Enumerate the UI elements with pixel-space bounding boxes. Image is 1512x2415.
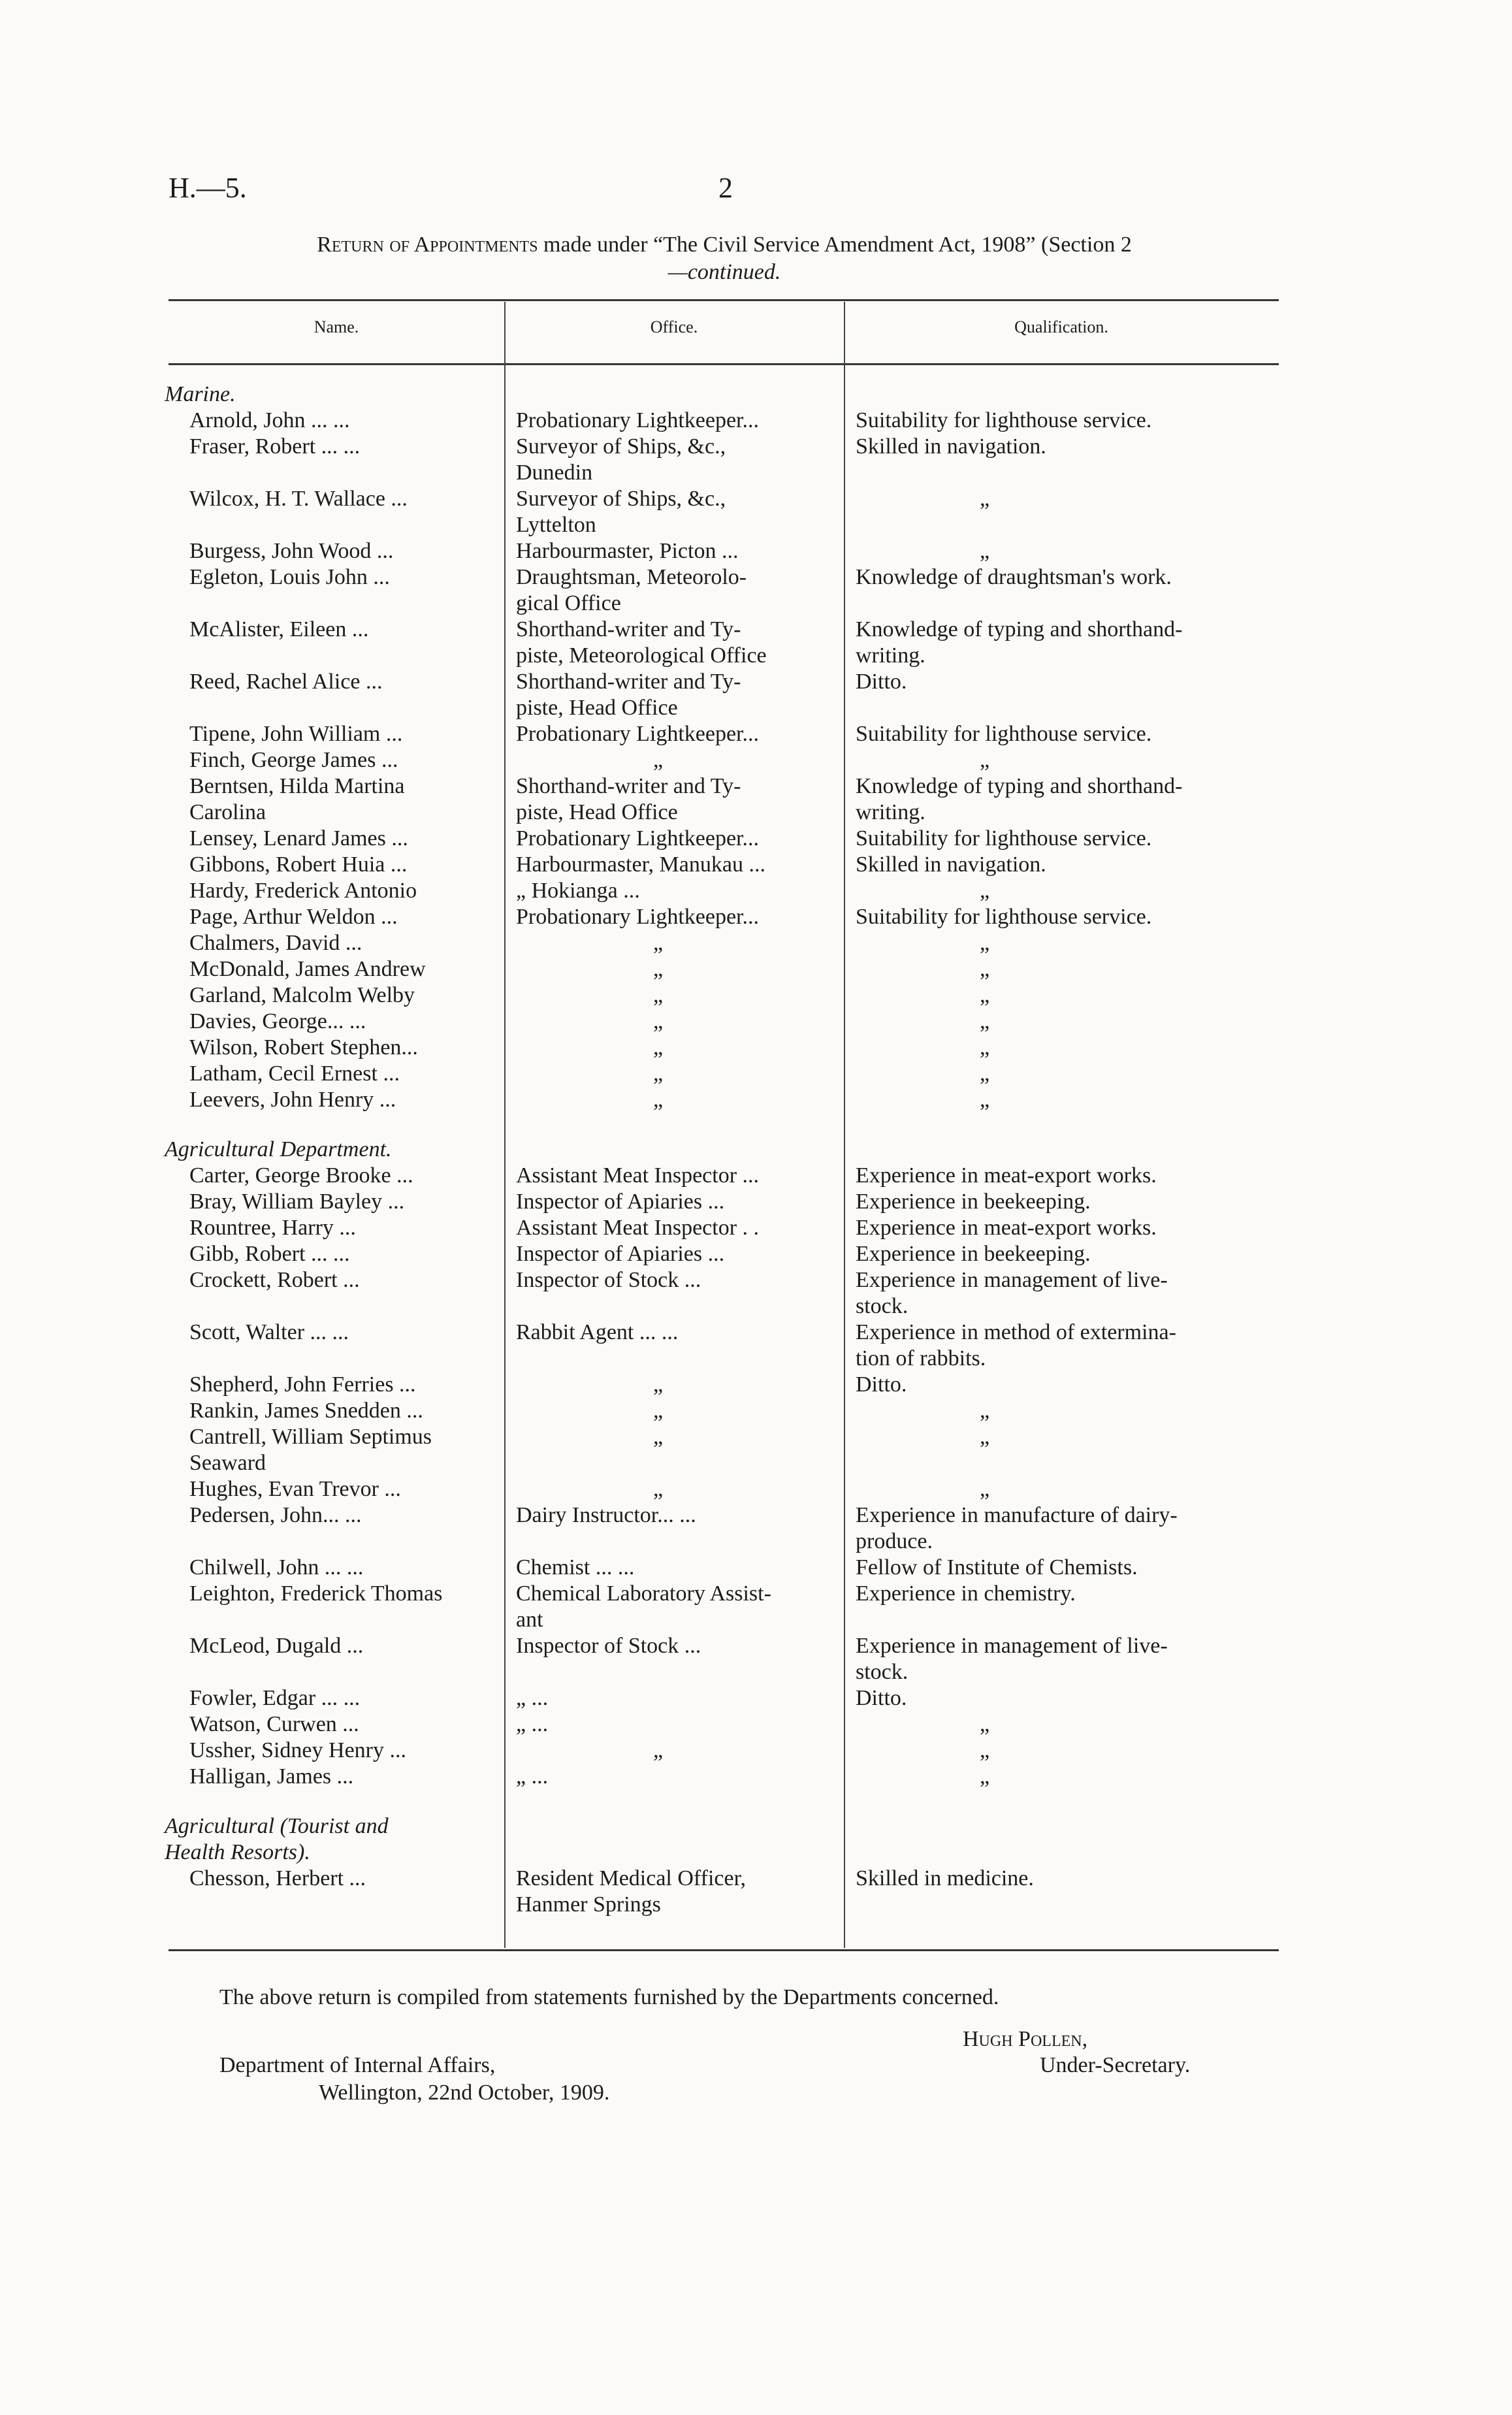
appointee-name: Hardy, Frederick Antonio bbox=[189, 879, 417, 903]
appointee-name: Pedersen, John... ... bbox=[189, 1503, 362, 1527]
appointee-name: Shepherd, John Ferries ... bbox=[189, 1372, 416, 1397]
caption-text: made under “The Civil Service Amendment Act, 1908” (Section 2 bbox=[543, 233, 1132, 257]
qualification: writing. bbox=[856, 800, 925, 824]
office-title: „ ... bbox=[516, 1764, 549, 1789]
qualification: „ bbox=[980, 957, 990, 981]
appointee-name: Fowler, Edgar ... ... bbox=[189, 1686, 361, 1710]
office-title: gical Office bbox=[516, 591, 621, 615]
office-title: „ bbox=[653, 957, 664, 981]
department-name: Department of Internal Affairs, bbox=[219, 2053, 496, 2077]
qualification: „ bbox=[980, 1399, 990, 1423]
qualification: Knowledge of typing and shorthand- bbox=[856, 617, 1183, 641]
office-title: Assistant Meat Inspector . . bbox=[516, 1216, 760, 1240]
appointee-name: Lensey, Lenard James ... bbox=[189, 826, 408, 851]
appointee-name: Bray, William Bayley ... bbox=[189, 1190, 405, 1214]
appointee-name: Halligan, James ... bbox=[189, 1764, 354, 1789]
qualification: Fellow of Institute of Chemists. bbox=[856, 1555, 1138, 1580]
section-heading: Marine. bbox=[165, 382, 236, 406]
office-title: Inspector of Stock ... bbox=[516, 1634, 701, 1658]
appointee-name: Arnold, John ... ... bbox=[189, 408, 350, 432]
qualification: Experience in meat-export works. bbox=[856, 1216, 1157, 1240]
office-title: Hanmer Springs bbox=[516, 1892, 661, 1917]
office-title: piste, Head Office bbox=[516, 800, 678, 824]
appointee-name: Gibbons, Robert Huia ... bbox=[189, 852, 408, 877]
office-title: „ bbox=[653, 1009, 664, 1033]
office-title: piste, Meteorological Office bbox=[516, 643, 767, 668]
office-title: „ bbox=[653, 1738, 664, 1762]
appointee-name: Egleton, Louis John ... bbox=[189, 565, 390, 589]
appointee-name: Garland, Malcolm Welby bbox=[189, 983, 415, 1007]
qualification: Suitability for lighthouse service. bbox=[856, 722, 1152, 746]
office-title: Inspector of Apiaries ... bbox=[516, 1190, 725, 1214]
appointee-name: Latham, Cecil Ernest ... bbox=[189, 1062, 400, 1086]
qualification: Experience in beekeeping. bbox=[856, 1190, 1091, 1214]
qualification: produce. bbox=[856, 1529, 933, 1553]
qualification: „ bbox=[980, 1764, 990, 1789]
office-title: Chemist ... ... bbox=[516, 1555, 635, 1580]
section-heading-continued: Health Resorts). bbox=[165, 1840, 310, 1864]
office-title: „ ... bbox=[516, 1712, 549, 1736]
appointee-name: Rankin, James Snedden ... bbox=[189, 1399, 423, 1423]
qualification: „ bbox=[980, 1712, 990, 1736]
appointee-name: Wilcox, H. T. Wallace ... bbox=[189, 487, 408, 511]
appointee-name: Page, Arthur Weldon ... bbox=[189, 905, 398, 929]
office-title: Inspector of Apiaries ... bbox=[516, 1242, 725, 1266]
appointee-name: Fraser, Robert ... ... bbox=[189, 434, 361, 459]
qualification: „ bbox=[980, 1477, 990, 1501]
qualification: Skilled in navigation. bbox=[856, 434, 1046, 459]
qualification: Experience in management of live- bbox=[856, 1634, 1168, 1658]
appointee-name: Leevers, John Henry ... bbox=[189, 1088, 396, 1112]
office-title: Inspector of Stock ... bbox=[516, 1268, 701, 1292]
office-title: „ bbox=[653, 983, 664, 1007]
office-title: „ bbox=[653, 1425, 664, 1449]
appointee-name: Hughes, Evan Trevor ... bbox=[189, 1477, 401, 1501]
appointee-name: McDonald, James Andrew bbox=[189, 957, 426, 981]
page-number: 2 bbox=[718, 172, 733, 204]
qualification: „ bbox=[980, 748, 990, 772]
appointee-name: Wilson, Robert Stephen... bbox=[189, 1035, 418, 1060]
qualification: Knowledge of draughtsman's work. bbox=[856, 565, 1172, 589]
qualification: Suitability for lighthouse service. bbox=[856, 826, 1152, 851]
qualification: „ bbox=[980, 1088, 990, 1112]
office-title: Probationary Lightkeeper... bbox=[516, 905, 760, 929]
appointee-name: Finch, George James ... bbox=[189, 748, 398, 772]
qualification: stock. bbox=[856, 1660, 909, 1684]
qualification: Suitability for lighthouse service. bbox=[856, 408, 1152, 432]
office-title: „ bbox=[653, 1088, 664, 1112]
appointee-name: Tipene, John William ... bbox=[189, 722, 403, 746]
appointee-name: Gibb, Robert ... ... bbox=[189, 1242, 350, 1266]
appointee-name: Crockett, Robert ... bbox=[189, 1268, 360, 1292]
office-title: Harbourmaster, Manukau ... bbox=[516, 852, 765, 877]
appointee-name: Burgess, John Wood ... bbox=[189, 539, 394, 563]
office-title: „ bbox=[653, 1062, 664, 1086]
office-title: Probationary Lightkeeper... bbox=[516, 408, 760, 432]
office-title: „ bbox=[653, 931, 664, 955]
qualification: „ bbox=[980, 539, 990, 563]
office-title: „ bbox=[653, 1477, 664, 1501]
qualification: Experience in management of live- bbox=[856, 1268, 1168, 1292]
office-title: „ bbox=[653, 1035, 664, 1060]
office-title: Assistant Meat Inspector ... bbox=[516, 1163, 760, 1188]
column-header-office: Office. bbox=[650, 317, 698, 336]
office-title: Draughtsman, Meteorolo- bbox=[516, 565, 747, 589]
office-title: „ ... bbox=[516, 1686, 549, 1710]
office-title: Lyttelton bbox=[516, 513, 596, 537]
appointee-name: Chilwell, John ... ... bbox=[189, 1555, 364, 1580]
signer-title: Under-Secretary. bbox=[1040, 2053, 1191, 2077]
qualification: Ditto. bbox=[856, 670, 907, 694]
qualification: „ bbox=[980, 983, 990, 1007]
appointee-name: Ussher, Sidney Henry ... bbox=[189, 1738, 406, 1762]
qualification: writing. bbox=[856, 643, 925, 668]
appointee-name: Carolina bbox=[189, 800, 266, 824]
qualification: Ditto. bbox=[856, 1372, 907, 1397]
header-code: H.—5. bbox=[169, 172, 247, 204]
office-title: „ bbox=[653, 1399, 664, 1423]
office-title: Probationary Lightkeeper... bbox=[516, 722, 760, 746]
qualification: „ bbox=[980, 1062, 990, 1086]
appointee-name: Reed, Rachel Alice ... bbox=[189, 670, 383, 694]
appointee-name: Davies, George... ... bbox=[189, 1009, 366, 1033]
office-title: Rabbit Agent ... ... bbox=[516, 1320, 679, 1344]
section-heading: Agricultural (Tourist and bbox=[165, 1814, 389, 1838]
qualification: Experience in manufacture of dairy- bbox=[856, 1503, 1178, 1527]
appointee-name: Berntsen, Hilda Martina bbox=[189, 774, 405, 798]
qualification: „ bbox=[980, 879, 990, 903]
qualification: Experience in meat-export works. bbox=[856, 1163, 1157, 1188]
qualification: „ bbox=[980, 1738, 990, 1762]
appointee-name: Cantrell, William Septimus bbox=[189, 1425, 432, 1449]
appointee-name: Watson, Curwen ... bbox=[189, 1712, 359, 1736]
caption-continued: —continued. bbox=[668, 260, 781, 284]
appointee-name: Rountree, Harry ... bbox=[189, 1216, 356, 1240]
qualification: Experience in beekeeping. bbox=[856, 1242, 1091, 1266]
column-header-qualification: Qualification. bbox=[1014, 317, 1108, 336]
appointee-name: McLeod, Dugald ... bbox=[189, 1634, 364, 1658]
office-title: Surveyor of Ships, &c., bbox=[516, 487, 726, 511]
office-title: Dunedin bbox=[516, 461, 593, 485]
qualification: Experience in chemistry. bbox=[856, 1581, 1076, 1606]
qualification: Suitability for lighthouse service. bbox=[856, 905, 1152, 929]
section-heading: Agricultural Department. bbox=[165, 1137, 392, 1161]
appointee-name: Scott, Walter ... ... bbox=[189, 1320, 349, 1344]
office-title: ant bbox=[516, 1608, 543, 1632]
appointee-name: Chalmers, David ... bbox=[189, 931, 362, 955]
qualification: Knowledge of typing and shorthand- bbox=[856, 774, 1183, 798]
office-title: piste, Head Office bbox=[516, 696, 678, 720]
office-title: „ Hokianga ... bbox=[516, 879, 640, 903]
office-title: Probationary Lightkeeper... bbox=[516, 826, 760, 851]
qualification: „ bbox=[980, 1425, 990, 1449]
office-title: Surveyor of Ships, &c., bbox=[516, 434, 726, 459]
qualification: Ditto. bbox=[856, 1686, 907, 1710]
qualification: Skilled in medicine. bbox=[856, 1866, 1034, 1890]
office-title: „ bbox=[653, 1372, 664, 1397]
appointee-name: Seaward bbox=[189, 1451, 266, 1475]
office-title: Chemical Laboratory Assist- bbox=[516, 1581, 771, 1606]
appointee-name: Leighton, Frederick Thomas bbox=[189, 1581, 443, 1606]
footer-note: The above return is compiled from statements furnished by the Departments concerned. bbox=[219, 1985, 999, 2009]
qualification: „ bbox=[980, 1035, 990, 1060]
qualification: „ bbox=[980, 487, 990, 511]
appointee-name: McAlister, Eileen ... bbox=[189, 617, 369, 641]
office-title: Shorthand-writer and Ty- bbox=[516, 774, 741, 798]
qualification: tion of rabbits. bbox=[856, 1346, 986, 1370]
qualification: „ bbox=[980, 931, 990, 955]
signer-name: Hugh Pollen, bbox=[963, 2027, 1088, 2051]
qualification: Skilled in navigation. bbox=[856, 852, 1046, 877]
office-title: „ bbox=[653, 748, 664, 772]
column-header-name: Name. bbox=[314, 317, 359, 336]
office-title: Shorthand-writer and Ty- bbox=[516, 670, 741, 694]
caption-prefix: Return of Appointments bbox=[317, 233, 538, 257]
place-and-date: Wellington, 22nd October, 1909. bbox=[319, 2081, 610, 2105]
office-title: Shorthand-writer and Ty- bbox=[516, 617, 741, 641]
office-title: Dairy Instructor... ... bbox=[516, 1503, 696, 1527]
qualification: Experience in method of extermina- bbox=[856, 1320, 1176, 1344]
appointee-name: Chesson, Herbert ... bbox=[189, 1866, 366, 1890]
qualification: stock. bbox=[856, 1294, 909, 1318]
office-title: Resident Medical Officer, bbox=[516, 1866, 747, 1890]
office-title: Harbourmaster, Picton ... bbox=[516, 539, 739, 563]
qualification: „ bbox=[980, 1009, 990, 1033]
appointee-name: Carter, George Brooke ... bbox=[189, 1163, 413, 1188]
